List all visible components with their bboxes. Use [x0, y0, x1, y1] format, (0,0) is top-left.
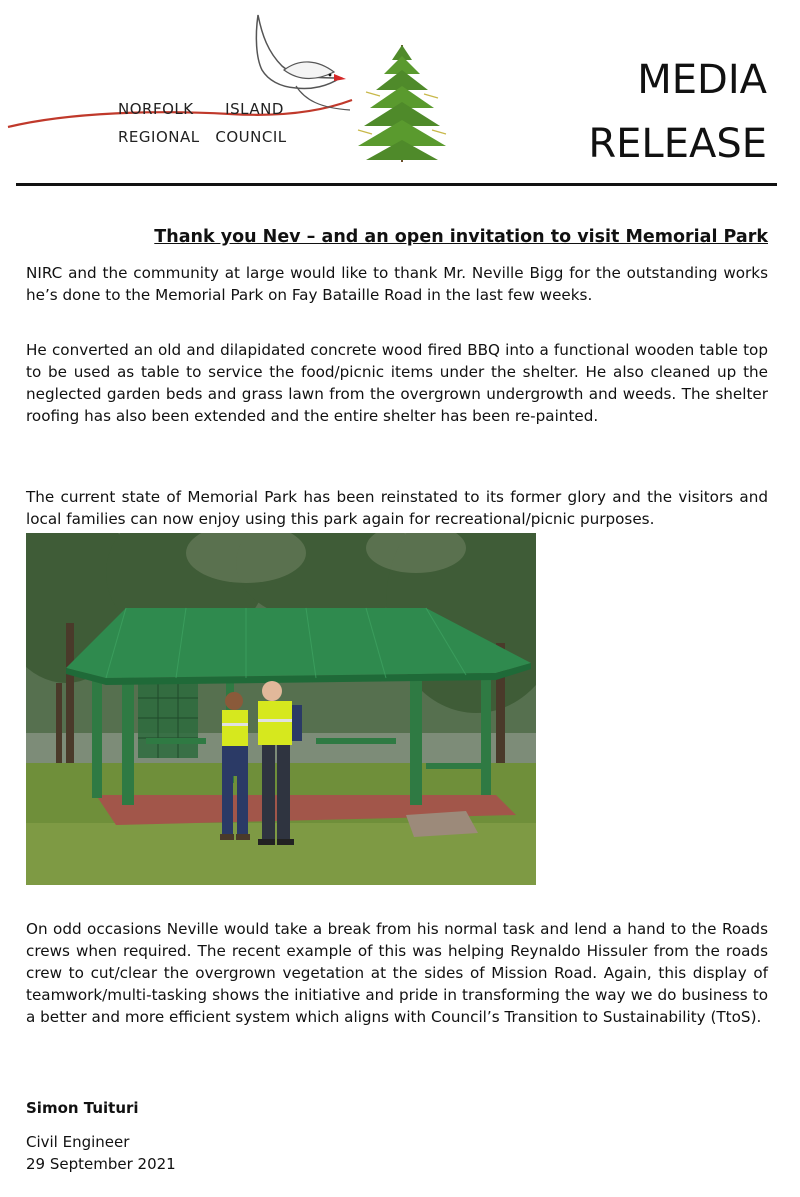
- release-title-line2: RELEASE: [588, 121, 767, 167]
- logo-text-line2: REGIONAL COUNCIL: [118, 128, 287, 146]
- article-paragraph-1: NIRC and the community at large would like to thank Mr. Neville Bigg for the outstanding works he’s done to the Memorial Park on Fay Bataille Road in the last few weeks.: [26, 264, 768, 304]
- release-date: 29 September 2021: [26, 1155, 176, 1173]
- media-release-title: [588, 48, 767, 176]
- article-paragraph-2: He converted an old and dilapidated concrete wood fired BBQ into a functional wooden table top to be used as table to service the food/picnic items under the shelter. He also cleaned up the neglected garden beds and grass lawn from the overgrown undergrowth and weeds. The shelter roofing has also been extended and the entire shelter has been re-painted.: [26, 341, 768, 425]
- photo-illustration: [26, 533, 536, 885]
- council-logo: [0, 0, 480, 180]
- signatory-name: Simon Tuituri: [26, 1099, 139, 1117]
- logo-text-line1: NORFOLK ISLAND: [118, 100, 284, 118]
- header-divider: [16, 183, 777, 186]
- logo-graphic: [0, 0, 480, 180]
- tropicbird-icon: [256, 15, 350, 110]
- norfolk-pine-icon: [358, 45, 446, 162]
- article-headline: Thank you Nev – and an open invitation to visit Memorial Park: [154, 227, 768, 247]
- memorial-park-photo: [26, 533, 536, 885]
- article-paragraph-3: The current state of Memorial Park has been reinstated to its former glory and the visitors and local families can now enjoy using this park again for recreational/picnic purposes.: [26, 488, 768, 528]
- release-title-line1: MEDIA: [637, 57, 767, 103]
- article-paragraph-4: On odd occasions Neville would take a break from his normal task and lend a hand to the Roads crews when required. The recent example of this was helping Reynaldo Hissuler from the roads crew to cut/clear the overgrown vegetation at the sides of Mission Road. Again, this display of teamwork/multi-tasking shows the initiative and pride in transforming the way we do business to a better and more efficient system which aligns with Council’s Transition to Sustainability (TtoS).: [26, 920, 768, 1026]
- signatory-role: Civil Engineer: [26, 1133, 130, 1151]
